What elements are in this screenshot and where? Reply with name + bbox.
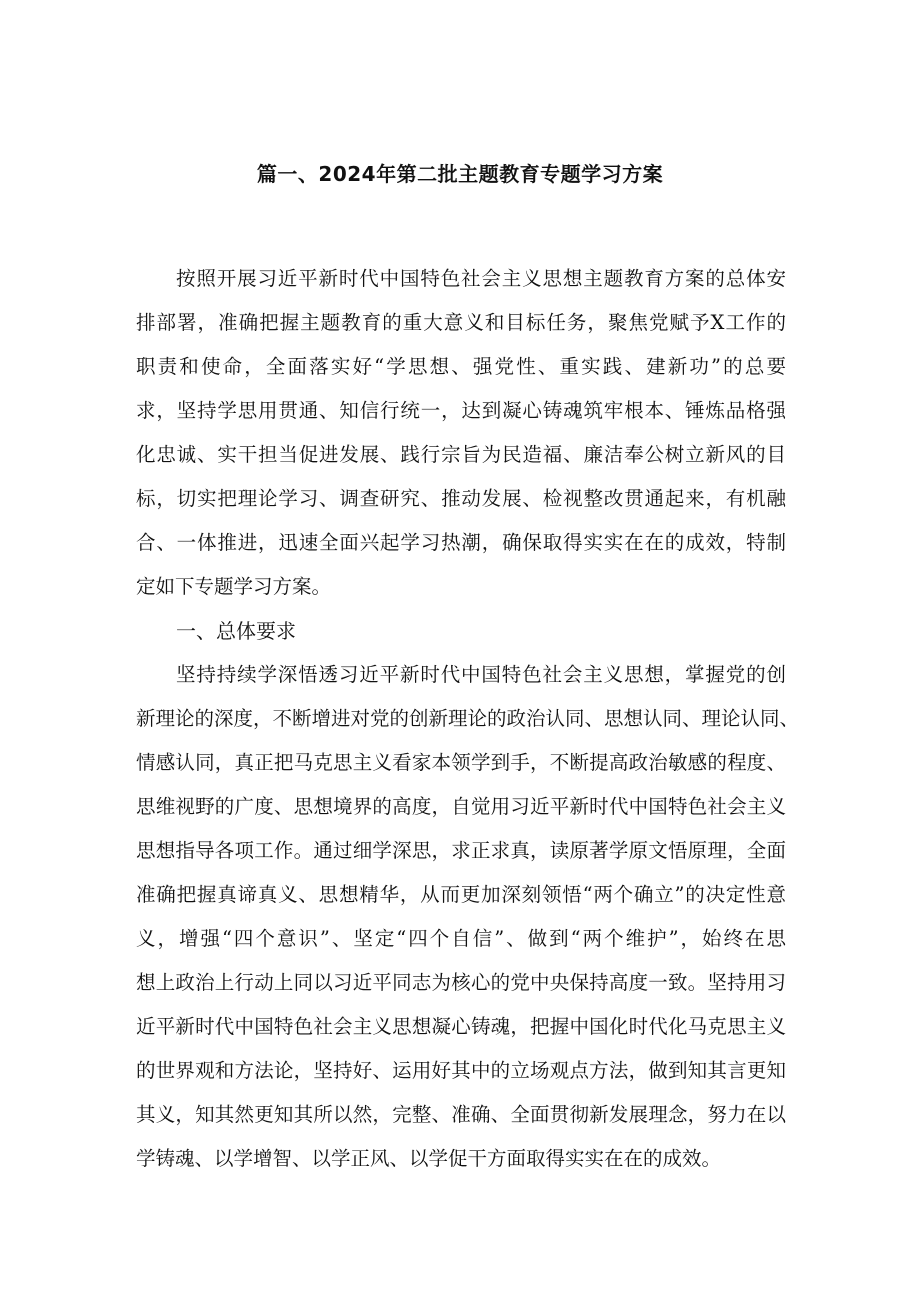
section-line: 准确把握真谛真义、思想精华，从而更加深刻领悟“两个确立”的决定性意: [136, 883, 786, 906]
section-line: 新理论的深度，不断增进对党的创新理论的政治认同、思想认同、理论认同、: [136, 707, 800, 730]
section-line: 坚持持续学深悟透习近平新时代中国特色社会主义思想，掌握党的创: [176, 663, 786, 686]
section-line: 近平新时代中国特色社会主义思想凝心铸魂，把握中国化时代化马克思主义: [136, 1015, 786, 1038]
intro-line: 定如下专题学习方案。: [136, 575, 332, 598]
intro-line: 化忠诚、实干担当促进发展、践行宗旨为民造福、廉洁奉公树立新风的目: [136, 443, 786, 466]
section-line: 学铸魂、以学增智、以学正风、以学促干方面取得实实在在的成效。: [136, 1147, 722, 1170]
intro-line: 标，切实把理论学习、调查研究、推动发展、检视整改贯通起来，有机融: [136, 487, 786, 510]
intro-line: 职责和使命，全面落实好“学思想、强党性、重实践、建新功”的总要: [136, 355, 786, 378]
section-heading: 一、总体要求: [176, 619, 296, 643]
section-line: 思维视野的广度、思想境界的高度，自觉用习近平新时代中国特色社会主义: [136, 795, 786, 818]
section-line: 情感认同，真正把马克思主义看家本领学到手，不断提高政治敏感的程度、: [136, 751, 786, 774]
section-line: 想上政治上行动上同以习近平同志为核心的党中央保持高度一致。坚持用习: [136, 971, 786, 994]
intro-line: 求，坚持学思用贯通、知信行统一，达到凝心铸魂筑牢根本、锤炼品格强: [136, 399, 786, 422]
intro-line: 按照开展习近平新时代中国特色社会主义思想主题教育方案的总体安: [176, 267, 786, 290]
section-line: 义，增强“四个意识”、坚定“四个自信”、做到“两个维护”，始终在思: [136, 927, 786, 950]
intro-line: 合、一体推进，迅速全面兴起学习热潮，确保取得实实在在的成效，特制: [136, 531, 786, 554]
section-line: 其义，知其然更知其所以然，完整、准确、全面贯彻新发展理念，努力在以: [136, 1103, 786, 1126]
section-line: 的世界观和方法论，坚持好、运用好其中的立场观点方法，做到知其言更知: [136, 1059, 786, 1082]
document-title: 篇一、2024年第二批主题教育专题学习方案: [256, 162, 664, 186]
section-line: 思想指导各项工作。通过细学深思，求正求真，读原著学原文悟原理，全面: [136, 839, 786, 862]
intro-line: 排部署，准确把握主题教育的重大意义和目标任务，聚焦党赋予X工作的: [136, 311, 786, 334]
